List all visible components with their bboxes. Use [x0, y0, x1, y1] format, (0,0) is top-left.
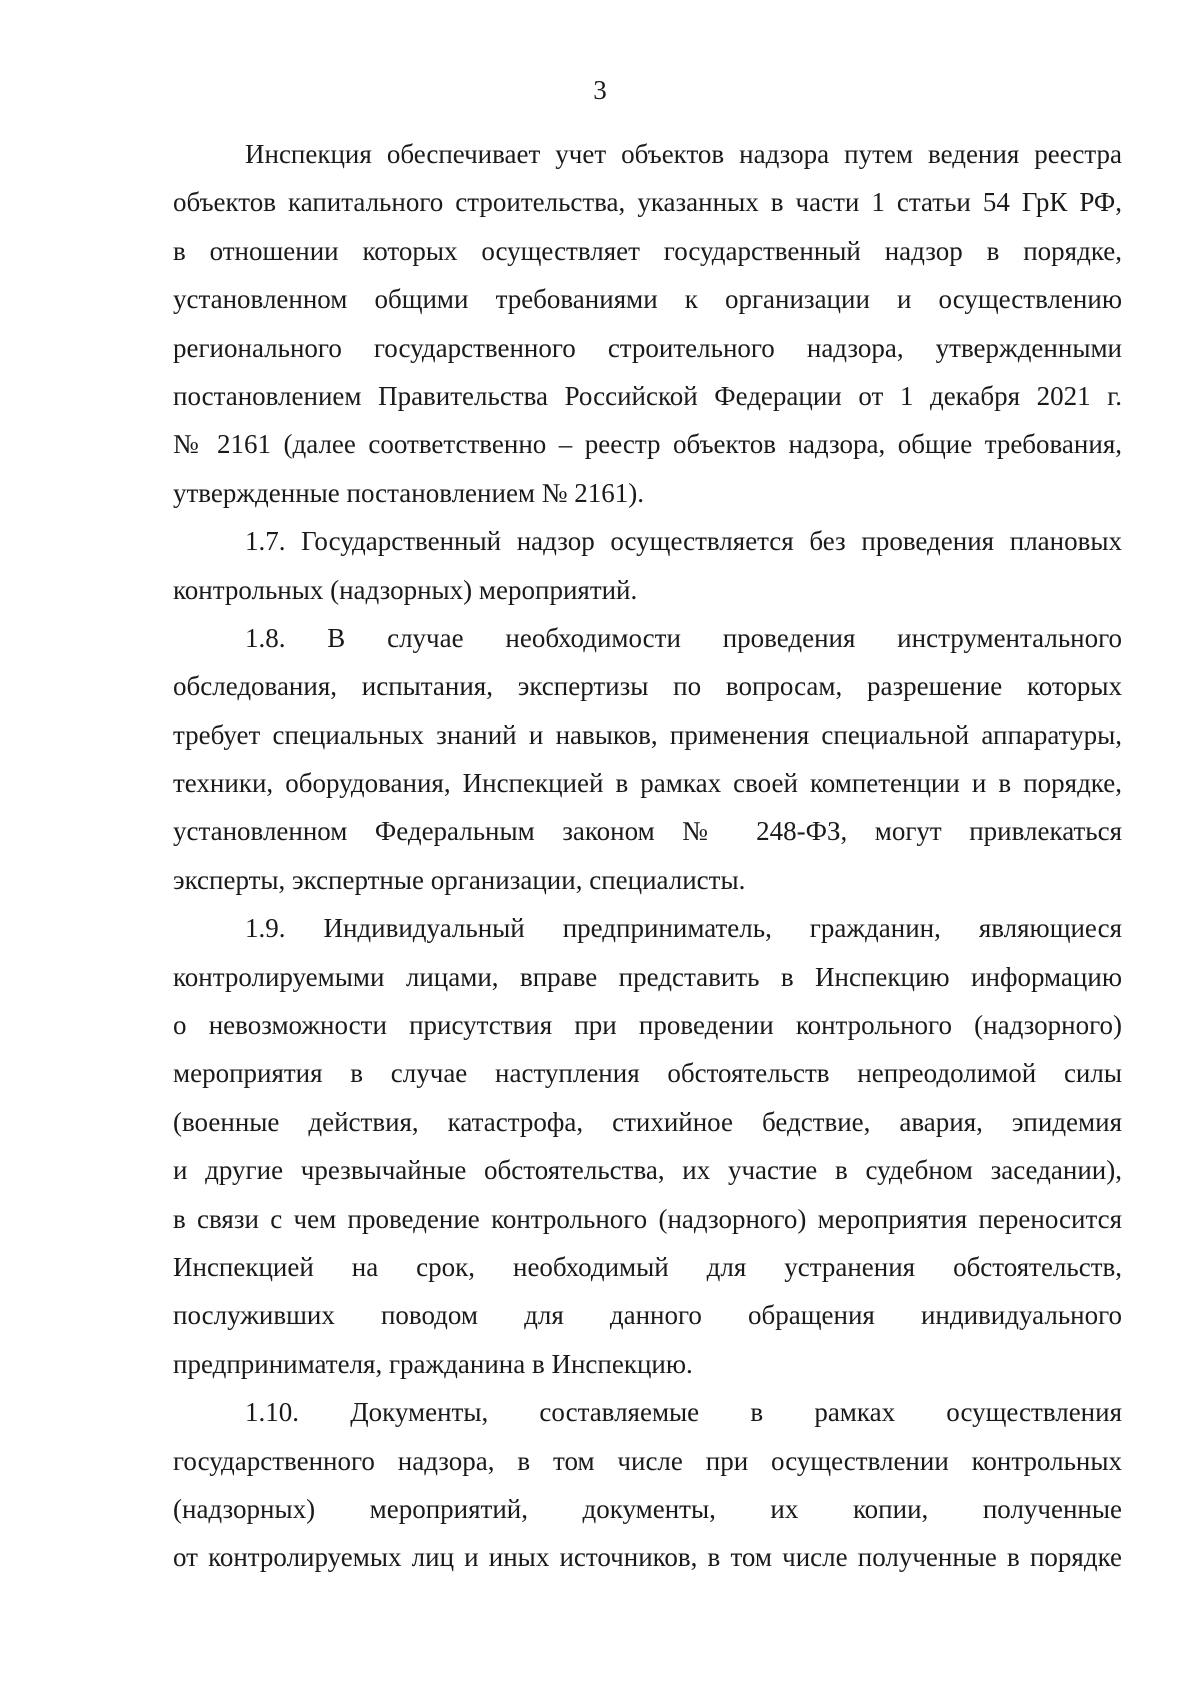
text-line: регионального государственного строительного надзора, утвержденными: [173, 332, 1122, 363]
text-line: в отношении которых осуществляет государственный надзор в порядке,: [173, 235, 1122, 266]
text-line: предпринимателя, гражданина в Инспекцию.: [173, 1348, 693, 1379]
text-line: государственного надзора, в том числе при осуществлении контрольных: [173, 1445, 1122, 1476]
text-line: Инспекция обеспечивает учет объектов надзора путем ведения реестра: [245, 139, 1122, 169]
paragraph: [173, 517, 1122, 614]
text-line: техники, оборудования, Инспекцией в рамках своей компетенции и в порядке,: [173, 768, 1122, 799]
paragraph: [173, 614, 1122, 904]
text-line: от контролируемых лиц и иных источников, в том числе полученные в порядке: [173, 1542, 1122, 1573]
text-line: эксперты, экспертные организации, специалисты.: [173, 864, 746, 895]
text-line: (военные действия, катастрофа, стихийное бедствие, авария, эпидемия: [173, 1106, 1122, 1137]
text-line: 1.10. Документы, составляемые в рамках осуществления: [245, 1397, 1122, 1428]
paragraph: [173, 904, 1122, 1388]
text-line: требует специальных знаний и навыков, применения специальной аппаратуры,: [173, 719, 1122, 750]
text-line: контрольных (надзорных) мероприятий.: [173, 574, 638, 605]
document-body: [173, 130, 1122, 1582]
text-line: и другие чрезвычайные обстоятельства, их участие в судебном заседании),: [173, 1155, 1122, 1186]
text-line: 1.8. В случае необходимости проведения инструментального: [245, 622, 1122, 653]
page-number: 3: [593, 75, 607, 105]
text-line: установленном Федеральным законом № 248-ФЗ, могут привлекаться: [173, 816, 1122, 847]
text-line: Инспекцией на срок, необходимый для устранения обстоятельств,: [173, 1251, 1122, 1282]
text-line: утвержденные постановлением № 2161).: [173, 477, 645, 508]
text-line: 1.9. Индивидуальный предприниматель, гражданин, являющиеся: [245, 913, 1122, 944]
text-line: № 2161 (далее соответственно – реестр объектов надзора, общие требования,: [173, 429, 1122, 460]
paragraph: [173, 1388, 1122, 1582]
text-line: обследования, испытания, экспертизы по вопросам, разрешение которых: [173, 671, 1122, 702]
text-line: в связи с чем проведение контрольного (надзорного) мероприятия переносится: [173, 1203, 1122, 1234]
text-line: установленном общими требованиями к организации и осуществлению: [173, 284, 1122, 315]
paragraph: [173, 130, 1122, 517]
text-line: послуживших поводом для данного обращения индивидуального: [173, 1300, 1122, 1331]
text-line: 1.7. Государственный надзор осуществляется без проведения плановых: [245, 526, 1122, 557]
text-line: (надзорных) мероприятий, документы, их копии, полученные: [173, 1493, 1122, 1524]
text-line: объектов капитального строительства, указанных в части 1 статьи 54 ГрК РФ,: [173, 187, 1122, 218]
text-line: постановлением Правительства Российской Федерации от 1 декабря 2021 г.: [173, 380, 1122, 411]
text-line: мероприятия в случае наступления обстоятельств непреодолимой силы: [173, 1058, 1122, 1089]
text-line: о невозможности присутствия при проведении контрольного (надзорного): [173, 1010, 1122, 1041]
text-line: контролируемыми лицами, вправе представить в Инспекцию информацию: [173, 961, 1122, 992]
